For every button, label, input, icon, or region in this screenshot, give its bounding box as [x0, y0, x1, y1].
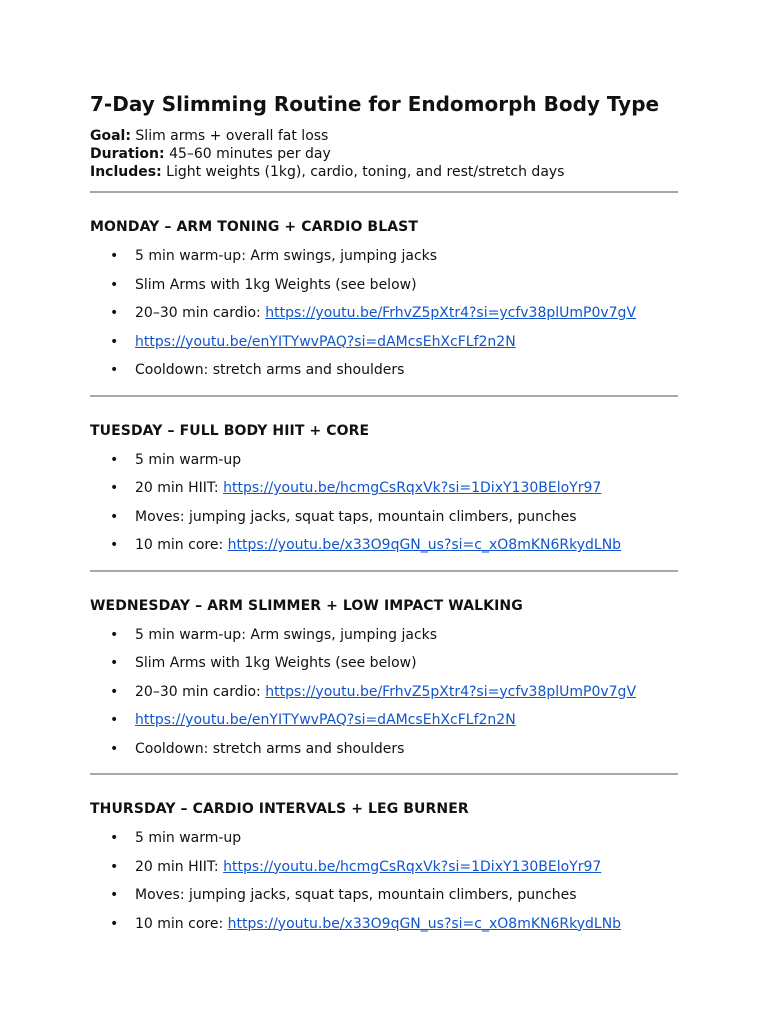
list-item [90, 304, 678, 333]
video-link[interactable]: https://youtu.be/enYITYwvPAQ?si=dAMcsEhXcFLf2n2N [135, 333, 516, 350]
item-text: Slim Arms with 1kg Weights (see below) [135, 655, 417, 671]
list-item [90, 711, 678, 740]
bullet-icon: • [110, 480, 119, 496]
section-divider [90, 395, 678, 397]
goal-label: Goal: [90, 128, 131, 144]
bullet-icon: • [110, 305, 119, 321]
summary-block [90, 127, 678, 181]
video-link[interactable]: https://youtu.be/FrhvZ5pXtr4?si=ycfv38plUmP0v7gV [265, 305, 637, 321]
list-item [90, 361, 678, 390]
list-item [90, 536, 678, 565]
list-item [90, 740, 678, 769]
list-item [90, 247, 678, 276]
bullet-icon: • [110, 887, 119, 903]
item-text: 10 min core: [135, 915, 228, 932]
video-link[interactable]: https://youtu.be/hcmgCsRqxVk?si=1DixY130BEloYr97 [223, 858, 602, 875]
list-item [90, 479, 678, 508]
day-section [90, 800, 678, 943]
bullet-icon: • [110, 276, 119, 293]
day-section [90, 422, 678, 565]
day-heading: WEDNESDAY – ARM SLIMMER + LOW IMPACT WALKING [90, 597, 523, 614]
document-content [90, 90, 678, 943]
bullet-icon: • [110, 451, 119, 468]
activity-list [90, 829, 678, 943]
list-item [90, 451, 678, 480]
list-item [90, 683, 678, 712]
list-item [90, 333, 678, 362]
list-item [90, 276, 678, 305]
bullet-icon: • [110, 683, 119, 700]
item-text: 20–30 min cardio: [135, 683, 266, 700]
bullet-icon: • [110, 740, 119, 757]
list-item [90, 915, 678, 944]
section-divider [90, 773, 678, 775]
goal-line [90, 127, 678, 145]
item-text: Slim Arms with 1kg Weights (see below) [135, 276, 417, 293]
bullet-icon: • [110, 655, 119, 671]
video-link[interactable]: https://youtu.be/FrhvZ5pXtr4?si=ycfv38plUmP0v7gV [265, 683, 637, 700]
document-title: 7-Day Slimming Routine for Endomorph Body Type [90, 92, 660, 116]
item-text: 5 min warm-up: Arm swings, jumping jacks [135, 626, 438, 643]
duration-value: 45–60 minutes per day [169, 146, 331, 162]
item-text: 20–30 min cardio: [135, 305, 266, 321]
video-link[interactable]: https://youtu.be/hcmgCsRqxVk?si=1DixY130BEloYr97 [223, 480, 602, 496]
day-section [90, 597, 678, 769]
goal-value: Slim arms + overall fat loss [135, 128, 329, 144]
video-link[interactable]: https://youtu.be/enYITYwvPAQ?si=dAMcsEhXcFLf2n2N [135, 712, 516, 728]
item-text: Cooldown: stretch arms and shoulders [135, 740, 405, 757]
item-text: 20 min HIIT: [135, 480, 224, 496]
day-heading: MONDAY – ARM TONING + CARDIO BLAST [90, 219, 418, 235]
video-link[interactable]: https://youtu.be/x33O9qGN_us?si=c_xO8mKN6RkydLNb [227, 915, 622, 932]
list-item [90, 508, 678, 537]
bullet-icon: • [110, 537, 119, 553]
includes-label: Includes: [90, 164, 162, 180]
bullet-icon: • [110, 333, 119, 350]
day-sections [90, 191, 678, 943]
bullet-icon: • [110, 362, 119, 378]
item-text: 20 min HIIT: [135, 858, 224, 875]
list-item [90, 886, 678, 915]
bullet-icon: • [110, 508, 119, 525]
bullet-icon: • [110, 858, 119, 875]
video-link[interactable]: https://youtu.be/x33O9qGN_us?si=c_xO8mKN6RkydLNb [227, 537, 622, 553]
item-text: 5 min warm-up: Arm swings, jumping jacks [135, 248, 438, 264]
activity-list [90, 451, 678, 565]
item-text: Cooldown: stretch arms and shoulders [135, 362, 405, 378]
includes-line [90, 163, 678, 181]
bullet-icon: • [110, 626, 119, 643]
bullet-icon: • [110, 712, 119, 728]
list-item [90, 626, 678, 655]
day-section [90, 218, 678, 390]
item-text: 5 min warm-up [135, 830, 242, 846]
day-heading: TUESDAY – FULL BODY HIIT + CORE [90, 422, 370, 439]
duration-line [90, 145, 678, 163]
item-text: 10 min core: [135, 537, 228, 553]
bullet-icon: • [110, 915, 119, 932]
list-item [90, 654, 678, 683]
section-divider [90, 570, 678, 572]
list-item [90, 829, 678, 858]
list-item [90, 858, 678, 887]
section-divider [90, 191, 678, 193]
activity-list [90, 247, 678, 390]
item-text: Moves: jumping jacks, squat taps, mountain climbers, punches [135, 508, 577, 525]
includes-value: Light weights (1kg), cardio, toning, and rest/stretch days [166, 164, 565, 180]
bullet-icon: • [110, 830, 119, 846]
duration-label: Duration: [90, 146, 165, 162]
item-text: Moves: jumping jacks, squat taps, mountain climbers, punches [135, 887, 577, 903]
item-text: 5 min warm-up [135, 451, 242, 468]
bullet-icon: • [110, 248, 119, 264]
day-heading: THURSDAY – CARDIO INTERVALS + LEG BURNER [90, 801, 469, 817]
activity-list [90, 626, 678, 769]
